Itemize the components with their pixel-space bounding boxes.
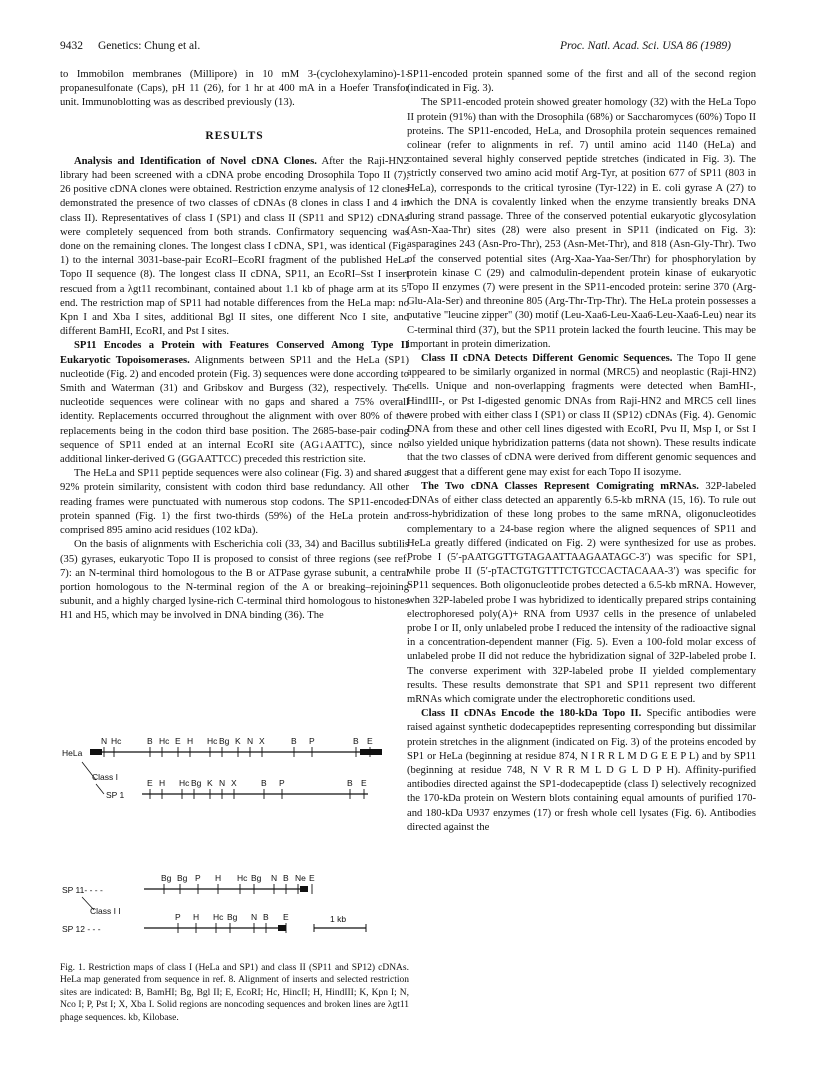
site-label: B bbox=[261, 778, 267, 788]
site-label: B bbox=[263, 912, 269, 922]
site-label: E bbox=[175, 736, 181, 746]
hela-noncoding-3 bbox=[360, 749, 382, 755]
run-in-heading: Analysis and Identification of Novel cDNA Clones. bbox=[74, 155, 317, 167]
site-label: H bbox=[187, 736, 194, 746]
site-label: P bbox=[195, 873, 201, 883]
site-label: Hc bbox=[179, 778, 190, 788]
running-head-section: Genetics: Chung et al. bbox=[98, 40, 201, 52]
site-label: E bbox=[361, 778, 367, 788]
site-label: H bbox=[215, 873, 222, 883]
site-label: N bbox=[219, 778, 226, 788]
site-label: P bbox=[309, 736, 315, 746]
paragraph-text: Alignments between SP11 and the HeLa (SP1) nucleotide (Fig. 2) and encoded protein (Fig. 3) sequences were done according to Smith and Waterman (31) and Gribskov and Burgess (32), respectively. The nucleotide sequences were colinear with no gaps and shared a 75% overall identity. Replacements occurred throughout the alignment with over 80% of the replacements being in the codon third base position. The 2685-base-pair coding sequence of SP11 ended at an internal EcoRI site (AG↓AATTC), since no additional linker-derived G (GGAATTCC) preceded this restriction site. bbox=[60, 354, 409, 466]
site-label: B bbox=[147, 736, 153, 746]
running-head-journal: Proc. Natl. Acad. Sci. USA 86 (1989) bbox=[560, 40, 731, 52]
paragraph-mrnas bbox=[407, 480, 756, 707]
methods-tail-paragraph: to Immobilon membranes (Millipore) in 10 mM 3-(cyclohexylamino)-1-propanesulfonate (Caps), pH 11 (26), for 1 hr at 400 mA in a Hoefer Transfor unit. Immunoblotting was as described previously (13). bbox=[60, 69, 409, 109]
site-label: Hc bbox=[207, 736, 218, 746]
section-title: RESULTS bbox=[205, 129, 264, 142]
site-label: N bbox=[101, 736, 108, 746]
run-in-heading: Class II cDNAs Encode the 180-kDa Topo II. bbox=[421, 708, 642, 720]
run-in-heading: Class II cDNA Detects Different Genomic Sequences. bbox=[421, 353, 673, 365]
site-label: Bg bbox=[161, 873, 172, 883]
left-column bbox=[60, 68, 409, 624]
site-label: Bg bbox=[227, 912, 238, 922]
site-label: N bbox=[251, 912, 258, 922]
paragraph-text: 32P-labeled cDNAs of either class detected an apparently 6.5-kb mRNA (15, 16). To rule out cross-hybridization of these long probes to the same mRNA, oligonucleotides complementary to a 24-base region where the aligned sequences of SP11 and HeLa greatly differed (indicated on Fig. 2) were synthesized for use as probes. Probe I (5′-pAATGGTTGTAGAATTAAGAATAGC-3′) was specific for SP1, while probe II (5′-pTACTGTGTTTCTGTCCACTACAAA-3′) was specific for SP11 sequences. Both oligonucleotide probes detected a 6.5-kb mRNA. However, when 32P-labeled probe I was hybridized to identically prepared strips containing electrophoresed poly(A)+ RNA from U937 cells in the presence of unlabeled probe I or II, only unlabeled probe I reduced the intensity of the radioactive signal in a concentration-dependent manner (Fig. 5). Even a 100-fold molar excess of unlabeled probe II did not reduce the hybridization signal of 32P-labeled probe I. The converse experiment with 32P-labeled probe II yielded complementary results. These results demonstrate that SP1 and SP11 represent two different mRNAs which comigrate under the electrophoretic conditions used. bbox=[407, 480, 756, 705]
site-label: B bbox=[283, 873, 289, 883]
site-label: B bbox=[353, 736, 359, 746]
sp12-label: SP 12 - - - bbox=[62, 924, 101, 934]
sp1-connector bbox=[96, 784, 104, 794]
paragraph-peptide-colinear: The HeLa and SP11 peptide sequences were also colinear (Fig. 3) and shared a 92% protein similarity, consistent with codon third base redundancy. All other reading frames were punctuated with numerous stop codons. The SP11-encoded protein spanned (Fig. 1) the first two-thirds (59%) of the HeLa protein and comprised 895 amino acid residues (102 kDa). bbox=[60, 468, 409, 537]
caption-text: Restriction maps of class I (HeLa and SP1) and class II (SP11 and SP12) cDNAs. HeLa map generated from sequence in ref. 8. Alignment of inserts and selected restriction sites are indicated: B, BamHI; Bg, Bgl II; E, EcoRI; Hc, HincII; H, HindIII; K, Kpn I; N, Nco I; P, Pst I; X, Xba I. Solid regions are noncoding sequences and broken lines are λgt11 phage sequences. kb, Kilobase. bbox=[60, 963, 409, 1023]
scale-bar-label: 1 kb bbox=[330, 914, 347, 924]
site-label: Ne bbox=[295, 873, 306, 883]
site-label: Hc bbox=[213, 912, 224, 922]
paragraph-homology: The SP11-encoded protein showed greater homology (32) with the HeLa Topo II protein (91%) than with the Drosophila (68%) or Saccharomyces (60%) Topo II proteins. The SP11-encoded, HeLa, and Drosophila protein sequences remained colinear (refer to alignments in ref. 7) until amino acid 1140 (HeLa) and contained several highly conserved peptide stretches (indicated in Fig. 3). The strictly conserved two amino acid motif Arg-Tyr, at position 677 of SP11 (803 in HeLa), corresponds to the critical tyrosine (Tyr-122) in E. coli gyrase A (27) to which the DNA is covalently linked when the enzyme transiently breaks DNA during strand passage. Three of the conserved potential eukaryotic glycosylation (Asn-Xaa-Thr) sites (28) were also present in SP11 (indicated on Fig. 3): asparagines 243 (Asn-Pro-Thr), 253 (Asn-Met-Thr), and 818 (Asn-Gly-Thr). Two of the conserved potential sites (Arg-Xaa-Yaa-Ser/Thr) for phosphorylation by protein kinase C (29) and calmodulin-dependent protein kinase of eukaryotic Topo II enzymes (7) were present in the SP11-encoded protein: serine 370 (Arg-Glu-Ala-Ser) and threonine 805 (Arg-Thr-Trp-Thr). The HeLa protein possesses a putative "leucine zipper" (30) motif (Leu-Xaa6-Leu-Xaa6-Leu-Xaa6-Leu) near its C-terminal third (37), but the SP11 protein lacked the fourth leucine. This may be important in protein dimerization. bbox=[407, 97, 756, 350]
paragraph-text: After the Raji-HN2 library had been screened with a cDNA probe encoding Drosophila Topo II (7), 26 positive cDNA clones were obtained. Restriction enzyme analysis of 12 clones demonstrated the presence of two classes of cDNAs (8 clones in class I and 4 in class II). Representatives of class I (SP1) and class II (SP11 and SP12) cDNAs were completely sequenced from both strands. Confirmatory sequencing was done on the remaining clones. The longest class I cDNA, SP1, was identical (Fig. 1) to the internal 3031-base-pair EcoRI–EcoRI fragment of the published HeLa Topo II sequence (8). The longest class II cDNA, SP11, an EcoRI–Sst I insert rescued from a λgt11 recombinant, contained about 1.1 kb of phage arm at its 5′ end. The restriction map of SP11 had notable differences from the HeLa map: no Kpn I and Xba I sites, additional Bgl II sites, one different Nco I site, and different BamHI, EcoRI, and Pst I sites. bbox=[60, 155, 409, 338]
site-label: P bbox=[279, 778, 285, 788]
paragraph-text: Specific antibodies were raised against synthetic dodecapeptides representing corresponding but dissimilar protein stretches in the alignment (indicated on Fig. 3) of the proteins encoded by SP1 or HeLa (beginning at residue 874, N I R R L M D G E E P L) and by SP11 (beginning at residue 748, N V R R M L D G L D P H). Affinity-purified antibodies directed against the SP1-dodecapeptide (class I) selectively recognized the 170-kDa protein on Western blots containing equal amounts of purified 170- and 180-kDa U937 enzymes (17) or fresh whole cell lysates (Fig. 6). Antibodies directed against the bbox=[407, 708, 756, 833]
site-label: Bg bbox=[177, 873, 188, 883]
restriction-map-svg bbox=[60, 722, 409, 962]
class2-label: Class I I bbox=[90, 906, 121, 916]
site-label: X bbox=[259, 736, 265, 746]
site-label: K bbox=[235, 736, 241, 746]
site-label: P bbox=[175, 912, 181, 922]
paragraph-180kda bbox=[407, 707, 756, 835]
hela-label: HeLa bbox=[62, 748, 83, 758]
sp1-site-group bbox=[147, 778, 367, 799]
hela-site-group bbox=[101, 736, 373, 757]
site-label: N bbox=[271, 873, 278, 883]
site-label: H bbox=[159, 778, 166, 788]
site-label: N bbox=[247, 736, 254, 746]
right-column bbox=[407, 68, 756, 835]
site-label: Bg bbox=[191, 778, 202, 788]
page-number: 9432 bbox=[60, 40, 83, 52]
hela-noncoding-5 bbox=[90, 749, 102, 755]
figure-1-caption bbox=[60, 962, 409, 1024]
run-in-heading: The Two cDNA Classes Represent Comigrating mRNAs. bbox=[421, 480, 699, 492]
site-label: B bbox=[347, 778, 353, 788]
run-in-heading: SP11 Encodes a Protein with Features Conserved Among Type II Eukaryotic Topoisomerases. bbox=[60, 340, 409, 366]
paragraph-continuation: SP11-encoded protein spanned some of the first and all of the second region (indicated in Fig. 3). bbox=[407, 69, 756, 95]
site-label: E bbox=[147, 778, 153, 788]
site-label: Bg bbox=[219, 736, 230, 746]
paragraph-genomic bbox=[407, 352, 756, 480]
figure-1-restriction-maps bbox=[60, 722, 409, 962]
sp12-site-group bbox=[175, 912, 289, 933]
paragraph-novel-cdna bbox=[60, 155, 409, 340]
sp11-label: SP 11- - - - bbox=[62, 885, 103, 895]
site-label: E bbox=[309, 873, 315, 883]
site-label: Hc bbox=[159, 736, 170, 746]
sp11-site-group bbox=[161, 873, 315, 894]
site-label: Hc bbox=[237, 873, 248, 883]
site-label: E bbox=[283, 912, 289, 922]
sp12-noncoding bbox=[278, 925, 286, 931]
site-label: K bbox=[207, 778, 213, 788]
paragraph-text: The Topo II gene appeared to be similarly organized in normal (MRC5) and neoplastic (Raji-HN2) cells. Unique and non-overlapping fragments were detected when BamHI-, HindIII-, or Pst I-digested genomic DNAs from Raji-HN2 and MRC5 cell lines were probed with either class I (SP1) or class II (SP12) cDNAs (Fig. 4). Genomic DNA from these and other cell lines digested with EcoRI, Pvu II, Msp I, or Sst I also yielded unique hybridization patterns (data not shown). These results indicate that the two classes of cDNA were derived from different genomic sequences and suggest that a different gene may exist for each Topo II isozyme. bbox=[407, 353, 756, 478]
sp11-noncoding bbox=[300, 886, 308, 892]
paragraph-sp11-encodes bbox=[60, 339, 409, 467]
site-label: E bbox=[367, 736, 373, 746]
site-label: X bbox=[231, 778, 237, 788]
site-label: Hc bbox=[111, 736, 122, 746]
sp1-label: SP 1 bbox=[106, 790, 125, 800]
class1-label: Class I bbox=[92, 772, 118, 782]
site-label: H bbox=[193, 912, 200, 922]
site-label: B bbox=[291, 736, 297, 746]
caption-label: Fig. 1. bbox=[60, 963, 86, 973]
paragraph-gyrase-alignments: On the basis of alignments with Escherichia coli (33, 34) and Bacillus subtilis (35) gyrases, eukaryotic Topo II is proposed to consist of three regions (see ref. 7): an N-terminal third homologous to the B or ATPase gyrase subunit, a central portion homologous to the N-terminal region of the A or breaking–rejoining subunit, and a highly charged lysine-rich C-terminal third homologous to histones H1 and H5, which may be involved in DNA binding (36). The bbox=[60, 539, 409, 622]
site-label: Bg bbox=[251, 873, 262, 883]
